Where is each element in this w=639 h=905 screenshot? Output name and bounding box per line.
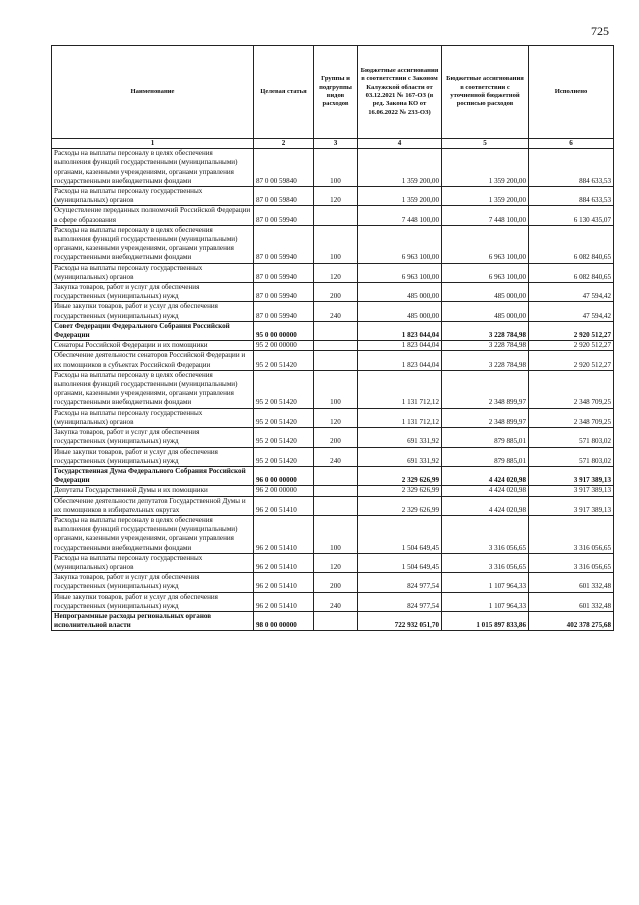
row-name: Расходы на выплаты персоналу государственных (муниципальных) органов xyxy=(52,408,254,427)
row-executed: 3 316 056,65 xyxy=(529,515,614,553)
row-name: Иные закупки товаров, работ и услуг для обеспечения государственных (муниципальных) нужд xyxy=(52,447,254,466)
row-law-allocation: 6 963 100,00 xyxy=(358,263,442,282)
column-number: 6 xyxy=(529,139,614,149)
header-law-allocations: Бюджетные ассигнования в соответствии с Законом Калужской области от 03.12.2021 № 167-ОЗ (в ред. Закона КО от 16.06.2022 № 233-ОЗ) xyxy=(358,46,442,139)
row-executed: 3 316 056,65 xyxy=(529,553,614,572)
row-executed: 571 803,02 xyxy=(529,428,614,447)
row-target-article: 95 2 00 00000 xyxy=(254,341,314,351)
row-name: Расходы на выплаты персоналу государственных (муниципальных) органов xyxy=(52,263,254,282)
row-expense-group: 240 xyxy=(314,592,358,611)
row-law-allocation: 1 504 649,45 xyxy=(358,553,442,572)
row-refined-allocation: 2 348 899,97 xyxy=(442,370,529,408)
column-number: 2 xyxy=(254,139,314,149)
row-law-allocation: 691 331,92 xyxy=(358,428,442,447)
table-body xyxy=(52,149,614,631)
row-name: Обеспечение деятельности сенаторов Российской Федерации и их помощников в субъектах Российской Федерации xyxy=(52,351,254,370)
row-refined-allocation: 6 963 100,00 xyxy=(442,225,529,263)
header-executed: Исполнено xyxy=(529,46,614,139)
row-refined-allocation: 879 885,01 xyxy=(442,428,529,447)
row-expense-group: 100 xyxy=(314,515,358,553)
row-name: Сенаторы Российской Федерации и их помощники xyxy=(52,341,254,351)
row-target-article: 87 0 00 59940 xyxy=(254,206,314,225)
table-row xyxy=(52,225,614,263)
row-law-allocation: 1 131 712,12 xyxy=(358,408,442,427)
table-row xyxy=(52,302,614,321)
table-row xyxy=(52,486,614,496)
row-refined-allocation: 3 228 784,98 xyxy=(442,341,529,351)
table-row xyxy=(52,351,614,370)
row-executed: 2 348 709,25 xyxy=(529,370,614,408)
table-row xyxy=(52,263,614,282)
row-executed: 3 917 389,13 xyxy=(529,466,614,485)
row-name: Расходы на выплаты персоналу государственных (муниципальных) органов xyxy=(52,553,254,572)
row-target-article: 87 0 00 59840 xyxy=(254,149,314,187)
row-law-allocation: 2 329 626,99 xyxy=(358,486,442,496)
row-name: Иные закупки товаров, работ и услуг для обеспечения государственных (муниципальных) нужд xyxy=(52,302,254,321)
row-refined-allocation: 1 359 200,00 xyxy=(442,187,529,206)
row-name: Обеспечение деятельности депутатов Государственной Думы и их помощников в избирательных округах xyxy=(52,496,254,515)
row-executed: 571 803,02 xyxy=(529,447,614,466)
table-row xyxy=(52,553,614,572)
table-row xyxy=(52,283,614,302)
table-row xyxy=(52,573,614,592)
row-executed: 2 920 512,27 xyxy=(529,341,614,351)
header-refined-allocations: Бюджетные ассигнования в соответствии с уточненной бюджетной росписью расходов xyxy=(442,46,529,139)
row-executed: 601 332,48 xyxy=(529,573,614,592)
row-executed: 2 348 709,25 xyxy=(529,408,614,427)
row-executed: 2 920 512,27 xyxy=(529,321,614,340)
row-law-allocation: 1 131 712,12 xyxy=(358,370,442,408)
row-law-allocation: 1 359 200,00 xyxy=(358,187,442,206)
row-executed: 6 130 435,07 xyxy=(529,206,614,225)
row-executed: 402 378 275,68 xyxy=(529,611,614,630)
row-target-article: 96 2 00 51410 xyxy=(254,515,314,553)
row-executed: 6 082 840,65 xyxy=(529,225,614,263)
row-law-allocation: 6 963 100,00 xyxy=(358,225,442,263)
row-refined-allocation: 7 448 100,00 xyxy=(442,206,529,225)
row-name: Совет Федерации Федерального Собрания Российской Федерации xyxy=(52,321,254,340)
row-executed: 3 917 389,13 xyxy=(529,496,614,515)
row-expense-group: 240 xyxy=(314,302,358,321)
row-law-allocation: 691 331,92 xyxy=(358,447,442,466)
row-expense-group: 100 xyxy=(314,225,358,263)
row-refined-allocation: 1 107 964,33 xyxy=(442,573,529,592)
row-executed: 47 594,42 xyxy=(529,302,614,321)
row-refined-allocation: 4 424 020,98 xyxy=(442,496,529,515)
row-target-article: 95 2 00 51420 xyxy=(254,408,314,427)
row-law-allocation: 485 000,00 xyxy=(358,283,442,302)
column-number: 5 xyxy=(442,139,529,149)
row-name: Осуществление переданных полномочий Российской Федерации в сфере образования xyxy=(52,206,254,225)
table-row xyxy=(52,206,614,225)
row-target-article: 96 2 00 51410 xyxy=(254,573,314,592)
row-executed: 884 633,53 xyxy=(529,149,614,187)
row-law-allocation: 722 932 051,70 xyxy=(358,611,442,630)
row-target-article: 98 0 00 00000 xyxy=(254,611,314,630)
row-law-allocation: 2 329 626,99 xyxy=(358,496,442,515)
row-name: Расходы на выплаты персоналу в целях обеспечения выполнения функций государственными (муниципальными) органами, казенными учреждениями, органами управления государственными внебюджетными фондами xyxy=(52,370,254,408)
row-executed: 884 633,53 xyxy=(529,187,614,206)
table-row xyxy=(52,370,614,408)
table-row xyxy=(52,149,614,187)
row-expense-group: 100 xyxy=(314,149,358,187)
row-expense-group xyxy=(314,496,358,515)
row-refined-allocation: 485 000,00 xyxy=(442,283,529,302)
row-executed: 47 594,42 xyxy=(529,283,614,302)
row-name: Иные закупки товаров, работ и услуг для обеспечения государственных (муниципальных) нужд xyxy=(52,592,254,611)
row-law-allocation: 1 823 044,04 xyxy=(358,351,442,370)
row-executed: 6 082 840,65 xyxy=(529,263,614,282)
table-row xyxy=(52,592,614,611)
table-row xyxy=(52,321,614,340)
row-law-allocation: 824 977,54 xyxy=(358,592,442,611)
table-row xyxy=(52,428,614,447)
row-target-article: 95 2 00 51420 xyxy=(254,428,314,447)
row-expense-group: 120 xyxy=(314,187,358,206)
row-law-allocation: 1 359 200,00 xyxy=(358,149,442,187)
row-target-article: 96 2 00 51410 xyxy=(254,553,314,572)
header-target-article: Целевая статья xyxy=(254,46,314,139)
row-refined-allocation: 2 348 899,97 xyxy=(442,408,529,427)
row-expense-group xyxy=(314,206,358,225)
row-target-article: 87 0 00 59940 xyxy=(254,302,314,321)
row-refined-allocation: 3 316 056,65 xyxy=(442,553,529,572)
table-row xyxy=(52,187,614,206)
row-expense-group: 100 xyxy=(314,370,358,408)
table-row xyxy=(52,496,614,515)
row-name: Закупка товаров, работ и услуг для обеспечения государственных (муниципальных) нужд xyxy=(52,573,254,592)
table-row xyxy=(52,515,614,553)
column-number: 1 xyxy=(52,139,254,149)
row-refined-allocation: 1 015 897 833,86 xyxy=(442,611,529,630)
row-target-article: 96 2 00 51410 xyxy=(254,496,314,515)
table-row xyxy=(52,611,614,630)
row-refined-allocation: 1 107 964,33 xyxy=(442,592,529,611)
row-refined-allocation: 6 963 100,00 xyxy=(442,263,529,282)
row-name: Закупка товаров, работ и услуг для обеспечения государственных (муниципальных) нужд xyxy=(52,428,254,447)
row-refined-allocation: 4 424 020,98 xyxy=(442,466,529,485)
row-expense-group xyxy=(314,611,358,630)
row-law-allocation: 485 000,00 xyxy=(358,302,442,321)
row-law-allocation: 1 504 649,45 xyxy=(358,515,442,553)
row-expense-group: 120 xyxy=(314,553,358,572)
column-number-row xyxy=(52,139,614,149)
row-target-article: 87 0 00 59840 xyxy=(254,187,314,206)
row-refined-allocation: 1 359 200,00 xyxy=(442,149,529,187)
row-name: Государственная Дума Федерального Собрания Российской Федерации xyxy=(52,466,254,485)
row-target-article: 95 2 00 51420 xyxy=(254,351,314,370)
row-refined-allocation: 485 000,00 xyxy=(442,302,529,321)
row-executed: 601 332,48 xyxy=(529,592,614,611)
table-row xyxy=(52,447,614,466)
row-name: Непрограммные расходы региональных органов исполнительной власти xyxy=(52,611,254,630)
row-expense-group xyxy=(314,321,358,340)
row-refined-allocation: 3 228 784,98 xyxy=(442,351,529,370)
row-refined-allocation: 3 316 056,65 xyxy=(442,515,529,553)
table-row xyxy=(52,466,614,485)
row-expense-group xyxy=(314,466,358,485)
row-refined-allocation: 4 424 020,98 xyxy=(442,486,529,496)
page-number: 725 xyxy=(591,24,609,38)
row-refined-allocation: 879 885,01 xyxy=(442,447,529,466)
row-target-article: 95 2 00 51420 xyxy=(254,447,314,466)
row-target-article: 96 0 00 00000 xyxy=(254,466,314,485)
header-name: Наименование xyxy=(52,46,254,139)
row-target-article: 87 0 00 59940 xyxy=(254,263,314,282)
row-target-article: 95 2 00 51420 xyxy=(254,370,314,408)
row-law-allocation: 2 329 626,99 xyxy=(358,466,442,485)
table-row xyxy=(52,408,614,427)
row-name: Расходы на выплаты персоналу в целях обеспечения выполнения функций государственными (муниципальными) органами, казенными учреждениями, органами управления государственными внебюджетными фондами xyxy=(52,225,254,263)
row-target-article: 96 2 00 00000 xyxy=(254,486,314,496)
row-executed: 2 920 512,27 xyxy=(529,351,614,370)
row-law-allocation: 1 823 044,04 xyxy=(358,341,442,351)
row-name: Расходы на выплаты персоналу в целях обеспечения выполнения функций государственными (муниципальными) органами, казенными учреждениями, органами управления государственными внебюджетными фондами xyxy=(52,515,254,553)
budget-table xyxy=(51,45,614,631)
row-expense-group xyxy=(314,351,358,370)
row-target-article: 87 0 00 59940 xyxy=(254,283,314,302)
row-target-article: 96 2 00 51410 xyxy=(254,592,314,611)
row-expense-group: 120 xyxy=(314,408,358,427)
row-target-article: 95 0 00 00000 xyxy=(254,321,314,340)
row-name: Расходы на выплаты персоналу государственных (муниципальных) органов xyxy=(52,187,254,206)
row-expense-group: 240 xyxy=(314,447,358,466)
row-law-allocation: 1 823 044,04 xyxy=(358,321,442,340)
table-header-row xyxy=(52,46,614,139)
table-row xyxy=(52,341,614,351)
row-expense-group: 200 xyxy=(314,428,358,447)
row-executed: 3 917 389,13 xyxy=(529,486,614,496)
row-expense-group: 120 xyxy=(314,263,358,282)
row-expense-group xyxy=(314,341,358,351)
row-refined-allocation: 3 228 784,98 xyxy=(442,321,529,340)
row-law-allocation: 824 977,54 xyxy=(358,573,442,592)
row-expense-group: 200 xyxy=(314,283,358,302)
row-law-allocation: 7 448 100,00 xyxy=(358,206,442,225)
row-name: Депутаты Государственной Думы и их помощники xyxy=(52,486,254,496)
column-number: 4 xyxy=(358,139,442,149)
row-expense-group xyxy=(314,486,358,496)
row-expense-group: 200 xyxy=(314,573,358,592)
row-name: Расходы на выплаты персоналу в целях обеспечения выполнения функций государственными (муниципальными) органами, казенными учреждениями, органами управления государственными внебюджетными фондами xyxy=(52,149,254,187)
header-expense-group: Группы и подгруппы видов расходов xyxy=(314,46,358,139)
column-number: 3 xyxy=(314,139,358,149)
row-name: Закупка товаров, работ и услуг для обеспечения государственных (муниципальных) нужд xyxy=(52,283,254,302)
row-target-article: 87 0 00 59940 xyxy=(254,225,314,263)
